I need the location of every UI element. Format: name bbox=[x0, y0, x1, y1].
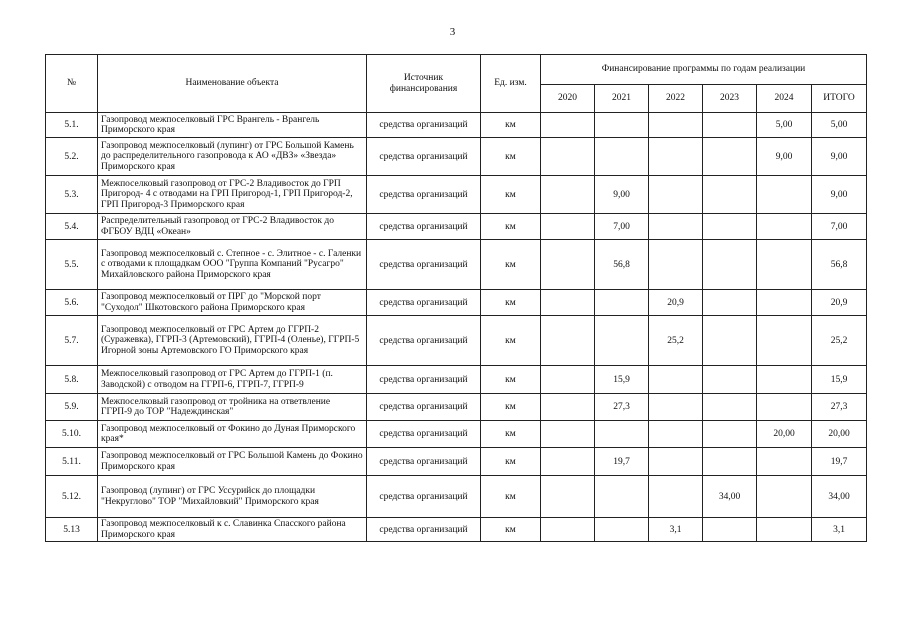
value-total: 7,00 bbox=[812, 214, 867, 240]
value-2020 bbox=[541, 316, 595, 366]
row-number: 5.13 bbox=[46, 518, 98, 542]
header-year: 2021 bbox=[595, 85, 649, 113]
value-2021: 19,7 bbox=[595, 448, 649, 476]
funding-source: средства организаций bbox=[367, 366, 481, 394]
object-name: Газопровод межпоселковый от Фокино до Дуная Приморского края* bbox=[98, 421, 367, 448]
value-2024 bbox=[757, 316, 812, 366]
value-2022 bbox=[649, 113, 703, 138]
unit: км bbox=[481, 290, 541, 316]
value-2020 bbox=[541, 176, 595, 214]
row-number: 5.10. bbox=[46, 421, 98, 448]
value-2024: 5,00 bbox=[757, 113, 812, 138]
value-2023 bbox=[703, 240, 757, 290]
funding-source: средства организаций bbox=[367, 394, 481, 421]
value-2023 bbox=[703, 138, 757, 176]
value-2020 bbox=[541, 476, 595, 518]
object-name: Газопровод межпоселковый от ГРС Большой Камень до Фокино Приморского края bbox=[98, 448, 367, 476]
unit: км bbox=[481, 113, 541, 138]
value-2023 bbox=[703, 366, 757, 394]
value-total: 9,00 bbox=[812, 138, 867, 176]
funding-source: средства организаций bbox=[367, 316, 481, 366]
value-total: 27,3 bbox=[812, 394, 867, 421]
header-name: Наименование объекта bbox=[98, 55, 367, 113]
value-2021: 7,00 bbox=[595, 214, 649, 240]
value-2022: 3,1 bbox=[649, 518, 703, 542]
table-row bbox=[46, 476, 867, 518]
value-2021 bbox=[595, 316, 649, 366]
value-2020 bbox=[541, 138, 595, 176]
unit: км bbox=[481, 316, 541, 366]
value-2024: 9,00 bbox=[757, 138, 812, 176]
object-name: Межпоселковый газопровод от ГРС Артем до ГГРП-1 (п. Заводской) с отводом на ГГРП-6, ГГРП-7, ГГРП-9 bbox=[98, 366, 367, 394]
value-2023 bbox=[703, 394, 757, 421]
value-2020 bbox=[541, 240, 595, 290]
funding-source: средства организаций bbox=[367, 240, 481, 290]
value-2020 bbox=[541, 448, 595, 476]
object-name: Распределительный газопровод от ГРС-2 Владивосток до ФГБОУ ВДЦ «Океан» bbox=[98, 214, 367, 240]
unit: км bbox=[481, 138, 541, 176]
value-2024 bbox=[757, 448, 812, 476]
table-row bbox=[46, 448, 867, 476]
object-name: Газопровод межпоселковый ГРС Врангель - Врангель Приморского края bbox=[98, 113, 367, 138]
value-2022: 25,2 bbox=[649, 316, 703, 366]
funding-source: средства организаций bbox=[367, 421, 481, 448]
unit: км bbox=[481, 366, 541, 394]
header-year: 2024 bbox=[757, 85, 812, 113]
value-2023 bbox=[703, 448, 757, 476]
row-number: 5.6. bbox=[46, 290, 98, 316]
value-2022 bbox=[649, 366, 703, 394]
funding-source: средства организаций bbox=[367, 113, 481, 138]
value-2022 bbox=[649, 240, 703, 290]
value-2024 bbox=[757, 240, 812, 290]
header-financing: Финансирование программы по годам реализации bbox=[541, 55, 867, 85]
table-row bbox=[46, 316, 867, 366]
value-2021: 9,00 bbox=[595, 176, 649, 214]
row-number: 5.7. bbox=[46, 316, 98, 366]
value-2022 bbox=[649, 394, 703, 421]
value-2023 bbox=[703, 290, 757, 316]
row-number: 5.8. bbox=[46, 366, 98, 394]
value-2022 bbox=[649, 448, 703, 476]
object-name: Газопровод межпоселковый к с. Славинка Спасского района Приморского края bbox=[98, 518, 367, 542]
value-2021 bbox=[595, 290, 649, 316]
unit: км bbox=[481, 476, 541, 518]
value-2023 bbox=[703, 518, 757, 542]
value-2021: 27,3 bbox=[595, 394, 649, 421]
unit: км bbox=[481, 421, 541, 448]
value-2020 bbox=[541, 290, 595, 316]
value-2023 bbox=[703, 176, 757, 214]
value-2021: 56,8 bbox=[595, 240, 649, 290]
value-2024: 20,00 bbox=[757, 421, 812, 448]
value-2020 bbox=[541, 421, 595, 448]
header-unit: Ед. изм. bbox=[481, 55, 541, 113]
value-2023 bbox=[703, 214, 757, 240]
object-name: Газопровод межпоселковый от ГРС Артем до ГГРП-2 (Суражевка), ГГРП-3 (Артемовский), ГГРП-4 (Оленье), ГГРП-5 Игорной зоны Артемовского ГО Приморского края bbox=[98, 316, 367, 366]
unit: км bbox=[481, 240, 541, 290]
header-year: 2023 bbox=[703, 85, 757, 113]
value-total: 3,1 bbox=[812, 518, 867, 542]
value-2021 bbox=[595, 113, 649, 138]
value-2023 bbox=[703, 316, 757, 366]
value-2023 bbox=[703, 113, 757, 138]
value-total: 19,7 bbox=[812, 448, 867, 476]
object-name: Газопровод (лупинг) от ГРС Уссурийск до площадки "Некруглово" ТОР "Михайловкий" Приморского края bbox=[98, 476, 367, 518]
funding-source: средства организаций bbox=[367, 176, 481, 214]
row-number: 5.11. bbox=[46, 448, 98, 476]
financing-table bbox=[45, 54, 867, 542]
row-number: 5.2. bbox=[46, 138, 98, 176]
unit: км bbox=[481, 214, 541, 240]
value-2023 bbox=[703, 421, 757, 448]
header-num: № bbox=[46, 55, 98, 113]
row-number: 5.5. bbox=[46, 240, 98, 290]
funding-source: средства организаций bbox=[367, 138, 481, 176]
unit: км bbox=[481, 176, 541, 214]
value-total: 56,8 bbox=[812, 240, 867, 290]
value-2021 bbox=[595, 421, 649, 448]
value-2022 bbox=[649, 214, 703, 240]
value-total: 25,2 bbox=[812, 316, 867, 366]
object-name: Газопровод межпоселковый от ПРГ до "Морской порт "Суходол" Шкотовского района Приморского края bbox=[98, 290, 367, 316]
row-number: 5.4. bbox=[46, 214, 98, 240]
row-number: 5.12. bbox=[46, 476, 98, 518]
object-name: Газопровод межпоселковый (лупинг) от ГРС Большой Камень до распределительного газопровода к АО «ДВЗ» «Звезда» Приморского края bbox=[98, 138, 367, 176]
value-2020 bbox=[541, 113, 595, 138]
table-row bbox=[46, 366, 867, 394]
value-total: 5,00 bbox=[812, 113, 867, 138]
table-row bbox=[46, 394, 867, 421]
value-2024 bbox=[757, 518, 812, 542]
value-total: 15,9 bbox=[812, 366, 867, 394]
value-total: 34,00 bbox=[812, 476, 867, 518]
value-2020 bbox=[541, 394, 595, 421]
unit: км bbox=[481, 448, 541, 476]
value-2023: 34,00 bbox=[703, 476, 757, 518]
value-2022 bbox=[649, 176, 703, 214]
value-2022 bbox=[649, 138, 703, 176]
row-number: 5.3. bbox=[46, 176, 98, 214]
funding-source: средства организаций bbox=[367, 476, 481, 518]
value-2024 bbox=[757, 394, 812, 421]
value-2021 bbox=[595, 138, 649, 176]
funding-source: средства организаций bbox=[367, 290, 481, 316]
row-number: 5.9. bbox=[46, 394, 98, 421]
table-row bbox=[46, 214, 867, 240]
header-total: ИТОГО bbox=[812, 85, 867, 113]
value-2024 bbox=[757, 476, 812, 518]
table-row bbox=[46, 176, 867, 214]
funding-source: средства организаций bbox=[367, 518, 481, 542]
value-2022 bbox=[649, 476, 703, 518]
header-year: 2020 bbox=[541, 85, 595, 113]
row-number: 5.1. bbox=[46, 113, 98, 138]
value-total: 20,00 bbox=[812, 421, 867, 448]
value-total: 9,00 bbox=[812, 176, 867, 214]
table-row bbox=[46, 421, 867, 448]
value-2020 bbox=[541, 518, 595, 542]
page-number: 3 bbox=[449, 26, 456, 38]
funding-source: средства организаций bbox=[367, 214, 481, 240]
header-year: 2022 bbox=[649, 85, 703, 113]
object-name: Газопровод межпоселковый с. Степное - с. Элитное - с. Галенки с отводами к площадкам ООО "Группа Компаний "Русагро" Михайловского района Приморского края bbox=[98, 240, 367, 290]
header-source: Источник финансирования bbox=[367, 55, 481, 113]
table-row bbox=[46, 138, 867, 176]
value-2021 bbox=[595, 518, 649, 542]
value-2021 bbox=[595, 476, 649, 518]
value-2024 bbox=[757, 290, 812, 316]
value-total: 20,9 bbox=[812, 290, 867, 316]
unit: км bbox=[481, 518, 541, 542]
value-2024 bbox=[757, 214, 812, 240]
value-2022: 20,9 bbox=[649, 290, 703, 316]
table-row bbox=[46, 113, 867, 138]
object-name: Межпоселковый газопровод от ГРС-2 Владивосток до ГРП Пригород- 4 с отводами на ГРП Пригород-1, ГРП Пригород-2, ГРП Пригород-3 Приморского края bbox=[98, 176, 367, 214]
value-2020 bbox=[541, 366, 595, 394]
table-row bbox=[46, 240, 867, 290]
object-name: Межпоселковый газопровод от тройника на ответвление ГГРП-9 до ТОР "Надеждинская" bbox=[98, 394, 367, 421]
value-2024 bbox=[757, 176, 812, 214]
value-2024 bbox=[757, 366, 812, 394]
table-row bbox=[46, 518, 867, 542]
value-2021: 15,9 bbox=[595, 366, 649, 394]
value-2020 bbox=[541, 214, 595, 240]
funding-source: средства организаций bbox=[367, 448, 481, 476]
unit: км bbox=[481, 394, 541, 421]
value-2022 bbox=[649, 421, 703, 448]
table-row bbox=[46, 290, 867, 316]
